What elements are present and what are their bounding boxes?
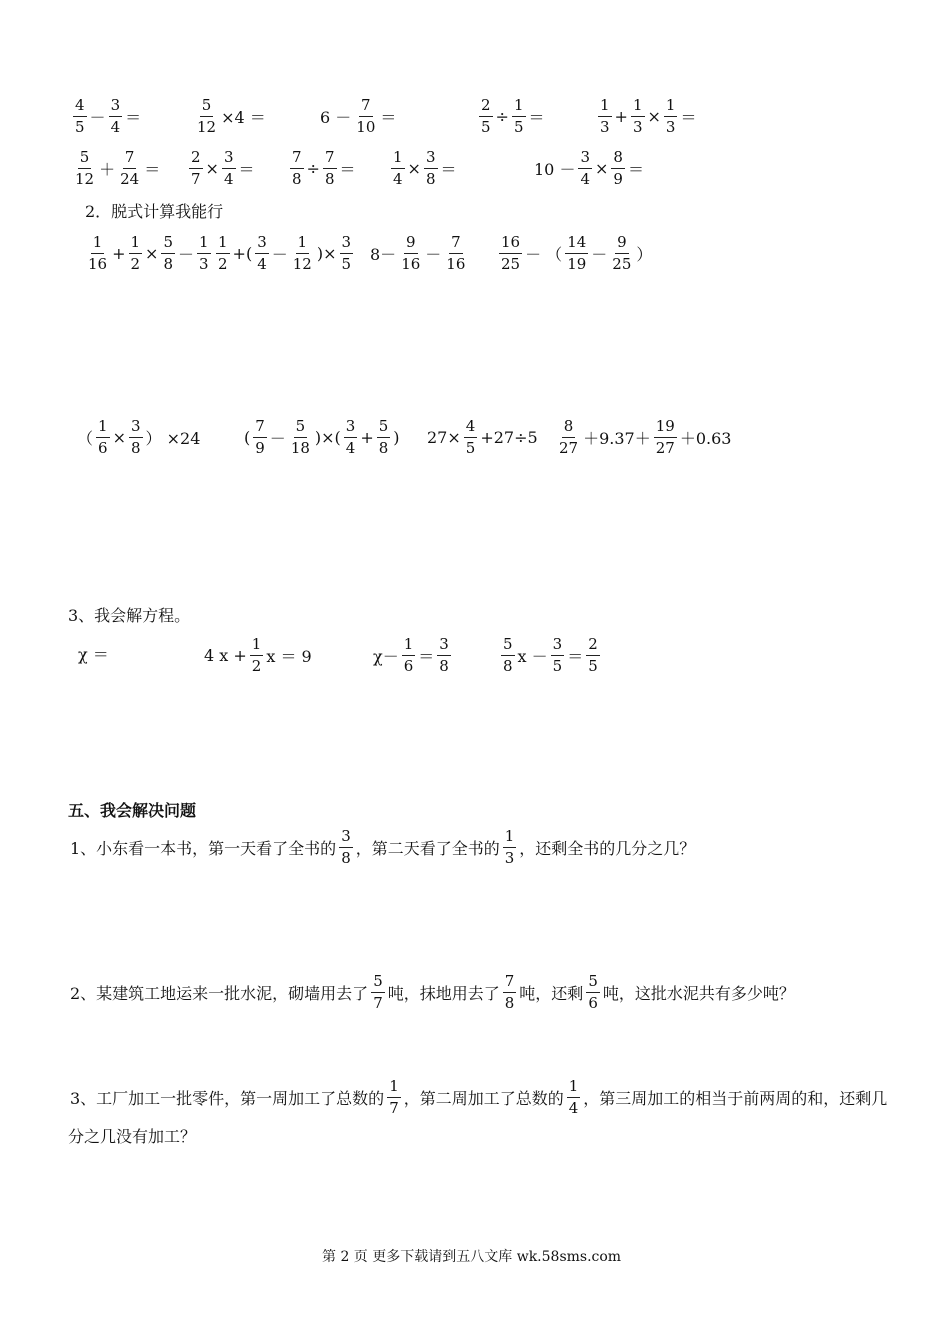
fraction bbox=[377, 419, 391, 456]
fraction bbox=[437, 637, 451, 674]
expr-text: 1、小东看一本书，第一天看了全书的 bbox=[70, 839, 337, 858]
row4-expr-3 bbox=[425, 419, 540, 456]
expr-text: ＝ bbox=[440, 160, 457, 179]
numerator: 7 bbox=[449, 235, 463, 254]
fraction bbox=[598, 98, 612, 135]
denominator: 6 bbox=[98, 439, 108, 457]
expr-text: × bbox=[145, 244, 159, 263]
fraction bbox=[664, 98, 678, 135]
denominator: 12 bbox=[292, 255, 312, 273]
numerator: 3 bbox=[255, 235, 269, 254]
expr-text: x － bbox=[517, 647, 548, 666]
expr-text: ＝ bbox=[125, 108, 142, 127]
denominator: 8 bbox=[439, 657, 449, 675]
fraction bbox=[290, 150, 304, 187]
denominator: 27 bbox=[655, 439, 675, 457]
fraction bbox=[129, 419, 143, 456]
numerator: 3 bbox=[344, 419, 358, 438]
expr-text: 2、某建筑工地运来一批水泥，砌墙用去了 bbox=[70, 984, 369, 1003]
denominator: 9 bbox=[255, 439, 265, 457]
fraction bbox=[654, 419, 677, 456]
denominator: 8 bbox=[163, 255, 173, 273]
expr-text: 8－ bbox=[370, 245, 397, 264]
row4-expr-1 bbox=[75, 419, 202, 456]
expr-text: － bbox=[271, 245, 288, 264]
fraction bbox=[129, 235, 143, 272]
numerator: 1 bbox=[296, 235, 310, 254]
expr-text: 4 x + bbox=[204, 646, 247, 665]
denominator: 3 bbox=[199, 255, 209, 273]
denominator: 12 bbox=[75, 170, 95, 188]
expr-text: × bbox=[407, 159, 421, 178]
denominator: 4 bbox=[345, 439, 356, 457]
expr-text: 吨，抹地用去了 bbox=[387, 984, 500, 1003]
expr-text: +( bbox=[232, 244, 253, 263]
fraction bbox=[551, 637, 565, 674]
expr-text: 吨，还剩 bbox=[519, 984, 584, 1003]
fraction bbox=[503, 974, 517, 1011]
page-footer: 第 2 页 更多下载请到五八文库 wk.58sms.com bbox=[322, 1249, 622, 1265]
numerator: 3 bbox=[551, 637, 565, 656]
expr-text: )×( bbox=[314, 428, 341, 447]
numerator: 1 bbox=[96, 419, 110, 438]
denominator: 5 bbox=[588, 657, 598, 675]
expr-text: 3、工厂加工一批零件，第一周加工了总数的 bbox=[70, 1089, 385, 1108]
fraction bbox=[499, 235, 522, 272]
numerator: 1 bbox=[631, 98, 645, 117]
numerator: 7 bbox=[323, 150, 337, 169]
problem-2 bbox=[68, 974, 797, 1011]
numerator: 4 bbox=[73, 98, 87, 117]
denominator: 8 bbox=[503, 657, 513, 675]
row1-expr-1 bbox=[72, 98, 143, 135]
numerator: 16 bbox=[499, 235, 522, 254]
numerator: 7 bbox=[290, 150, 304, 169]
row4-expr-4 bbox=[556, 419, 733, 456]
expr-text: ） bbox=[636, 245, 653, 264]
expr-text: + bbox=[112, 244, 126, 263]
numerator: 3 bbox=[578, 150, 592, 169]
fraction bbox=[464, 419, 478, 456]
numerator: 2 bbox=[189, 150, 203, 169]
fraction bbox=[586, 637, 600, 674]
denominator: 8 bbox=[504, 994, 515, 1012]
expr-text: + bbox=[360, 428, 374, 447]
denominator: 16 bbox=[446, 255, 466, 273]
numerator: 1 bbox=[402, 637, 416, 656]
fraction bbox=[479, 98, 493, 135]
numerator: 3 bbox=[129, 419, 143, 438]
row5-expr-4 bbox=[500, 637, 601, 674]
denominator: 8 bbox=[292, 170, 302, 188]
numerator: 3 bbox=[437, 637, 451, 656]
expr-text: ＝ bbox=[144, 160, 161, 179]
fraction bbox=[557, 419, 580, 456]
fraction bbox=[354, 98, 377, 135]
numerator: 9 bbox=[404, 235, 418, 254]
numerator: 4 bbox=[464, 419, 478, 438]
expr-text: － bbox=[269, 429, 286, 448]
fraction bbox=[289, 419, 312, 456]
denominator: 8 bbox=[425, 170, 436, 188]
numerator: 8 bbox=[562, 419, 576, 438]
fraction bbox=[197, 235, 211, 272]
denominator: 24 bbox=[120, 170, 140, 188]
fraction bbox=[391, 150, 405, 187]
expr-text: ＝ bbox=[380, 108, 397, 127]
row1-expr-2 bbox=[194, 98, 268, 135]
numerator: 3 bbox=[222, 150, 236, 169]
expr-text: ＝ bbox=[567, 647, 584, 666]
expr-text: χ－ bbox=[373, 647, 399, 666]
expr-text: － bbox=[591, 245, 608, 264]
row1-expr-3 bbox=[318, 98, 398, 135]
row2-expr-2 bbox=[188, 150, 257, 187]
numerator: 3 bbox=[340, 235, 354, 254]
expr-text: +27÷5 bbox=[480, 428, 538, 447]
expr-text: （ bbox=[77, 429, 94, 448]
denominator: 4 bbox=[580, 170, 590, 188]
denominator: 4 bbox=[393, 170, 403, 188]
numerator: 1 bbox=[216, 235, 230, 254]
fraction bbox=[565, 235, 588, 272]
fraction bbox=[578, 150, 592, 187]
expr-text: ÷ bbox=[306, 159, 320, 178]
denominator: 4 bbox=[110, 118, 121, 136]
expr-text: ＝ bbox=[418, 647, 435, 666]
problem-3-line-2: 分之几没有加工？ bbox=[68, 1127, 197, 1146]
numerator: 1 bbox=[387, 1079, 401, 1098]
fraction bbox=[512, 98, 526, 135]
denominator: 2 bbox=[218, 255, 228, 273]
section-2-title: 2．脱式计算我能行 bbox=[85, 202, 224, 221]
row2-expr-3 bbox=[289, 150, 358, 187]
problem-3 bbox=[68, 1079, 889, 1116]
fraction bbox=[387, 1079, 401, 1116]
expr-text: ( bbox=[244, 428, 251, 447]
fraction bbox=[340, 235, 354, 272]
denominator: 7 bbox=[373, 994, 383, 1012]
fraction bbox=[118, 150, 141, 187]
denominator: 4 bbox=[223, 170, 234, 188]
expr-text: + bbox=[614, 107, 628, 126]
numerator: 1 bbox=[250, 637, 264, 656]
numerator: 7 bbox=[253, 419, 267, 438]
row2-expr-1 bbox=[72, 150, 162, 187]
denominator: 8 bbox=[324, 170, 335, 188]
fraction bbox=[424, 150, 438, 187]
denominator: 8 bbox=[378, 439, 389, 457]
numerator: 5 bbox=[377, 419, 391, 438]
fraction bbox=[222, 150, 236, 187]
denominator: 12 bbox=[197, 118, 217, 136]
row1-expr-5 bbox=[597, 98, 698, 135]
numerator: 1 bbox=[664, 98, 678, 117]
fraction bbox=[501, 637, 515, 674]
expr-text: ) bbox=[393, 428, 400, 447]
expr-text: － bbox=[89, 108, 106, 127]
numerator: 5 bbox=[501, 637, 515, 656]
numerator: 19 bbox=[654, 419, 677, 438]
row2-expr-4 bbox=[390, 150, 459, 187]
expr-text: ＝ bbox=[627, 160, 644, 179]
denominator: 19 bbox=[567, 255, 587, 273]
denominator: 3 bbox=[665, 118, 676, 136]
fraction bbox=[189, 150, 203, 187]
expr-text: ＝ bbox=[238, 160, 255, 179]
row3-expr-3 bbox=[368, 235, 468, 272]
denominator: 3 bbox=[504, 849, 515, 867]
denominator: 9 bbox=[613, 170, 623, 188]
fraction bbox=[444, 235, 467, 272]
expr-text: 10 － bbox=[534, 160, 576, 179]
expr-text: ） ×24 bbox=[145, 429, 201, 448]
fraction bbox=[586, 974, 600, 1011]
expr-text: － bbox=[178, 245, 195, 264]
row3-expr-2 bbox=[215, 235, 354, 272]
denominator: 3 bbox=[600, 118, 610, 136]
denominator: 5 bbox=[481, 118, 491, 136]
fraction bbox=[339, 829, 353, 866]
denominator: 18 bbox=[290, 439, 310, 457]
section-5-title: 五、我会解决问题 bbox=[68, 801, 197, 820]
denominator: 7 bbox=[389, 1099, 399, 1117]
fraction bbox=[611, 150, 625, 187]
denominator: 3 bbox=[632, 118, 643, 136]
expr-text: × bbox=[112, 428, 126, 447]
expr-text: ＋ bbox=[99, 160, 116, 179]
row3-expr-1 bbox=[85, 235, 212, 272]
numerator: 14 bbox=[565, 235, 588, 254]
row3-expr-4 bbox=[498, 235, 654, 272]
fraction bbox=[402, 637, 416, 674]
expr-text: ，还剩全书的几分之几？ bbox=[519, 839, 696, 858]
fraction bbox=[216, 235, 230, 272]
numerator: 1 bbox=[129, 235, 143, 254]
numerator: 3 bbox=[109, 98, 123, 117]
denominator: 8 bbox=[130, 439, 141, 457]
denominator: 16 bbox=[401, 255, 421, 273]
fraction bbox=[323, 150, 337, 187]
denominator: 16 bbox=[88, 255, 108, 273]
fraction bbox=[255, 235, 269, 272]
expr-text: － （ bbox=[525, 245, 563, 264]
numerator: 1 bbox=[567, 1079, 581, 1098]
section-3-title: 3、我会解方程。 bbox=[68, 606, 191, 625]
expr-text: )× bbox=[316, 244, 337, 263]
expr-text: 吨，这批水泥共有多少吨？ bbox=[602, 984, 795, 1003]
fraction bbox=[610, 235, 633, 272]
row5-expr-3 bbox=[371, 637, 452, 674]
fraction bbox=[73, 98, 87, 135]
expr-text: x ＝ 9 bbox=[266, 647, 312, 666]
denominator: 25 bbox=[501, 255, 521, 273]
fraction bbox=[86, 235, 109, 272]
denominator: 6 bbox=[403, 657, 414, 675]
expr-text: ÷ bbox=[495, 107, 509, 126]
expr-text: 6 － bbox=[320, 108, 352, 127]
fraction bbox=[503, 829, 517, 866]
row1-expr-4 bbox=[478, 98, 547, 135]
numerator: 5 bbox=[200, 98, 214, 117]
fraction bbox=[567, 1079, 581, 1116]
denominator: 4 bbox=[257, 255, 267, 273]
numerator: 7 bbox=[359, 98, 373, 117]
expr-text: × bbox=[205, 159, 219, 178]
numerator: 1 bbox=[503, 829, 517, 848]
expr-text: － bbox=[425, 245, 442, 264]
expr-text: ，第二周加工了总数的 bbox=[403, 1089, 564, 1108]
expr-text: ＝ bbox=[680, 108, 697, 127]
denominator: 2 bbox=[251, 657, 262, 675]
numerator: 8 bbox=[611, 150, 625, 169]
expr-text: ，第二天看了全书的 bbox=[355, 839, 500, 858]
expr-text: × bbox=[595, 159, 609, 178]
denominator: 2 bbox=[130, 255, 141, 273]
denominator: 10 bbox=[356, 118, 376, 136]
numerator: 1 bbox=[197, 235, 211, 254]
numerator: 3 bbox=[339, 829, 353, 848]
expr-text: ×4 ＝ bbox=[221, 108, 266, 127]
fraction bbox=[371, 974, 385, 1011]
fraction bbox=[195, 98, 218, 135]
denominator: 8 bbox=[341, 849, 351, 867]
expr-text: × bbox=[647, 107, 661, 126]
denominator: 5 bbox=[552, 657, 563, 675]
fraction bbox=[161, 235, 175, 272]
denominator: 5 bbox=[75, 118, 85, 136]
numerator: 5 bbox=[371, 974, 385, 993]
expr-text: ＋9.37＋ bbox=[583, 429, 651, 448]
denominator: 4 bbox=[568, 1099, 579, 1117]
fraction bbox=[109, 98, 123, 135]
numerator: 7 bbox=[123, 150, 137, 169]
denominator: 5 bbox=[465, 439, 476, 457]
expr-text: χ ＝ bbox=[78, 645, 109, 664]
expr-text: ＝ bbox=[528, 108, 545, 127]
numerator: 9 bbox=[615, 235, 629, 254]
denominator: 25 bbox=[612, 255, 632, 273]
fraction bbox=[344, 419, 358, 456]
numerator: 1 bbox=[512, 98, 526, 117]
fraction bbox=[250, 637, 264, 674]
denominator: 6 bbox=[588, 994, 598, 1012]
fraction bbox=[73, 150, 96, 187]
row2-expr-5 bbox=[532, 150, 646, 187]
row5-expr-2 bbox=[202, 637, 314, 674]
numerator: 3 bbox=[424, 150, 438, 169]
row4-expr-2 bbox=[242, 419, 402, 456]
fraction bbox=[253, 419, 267, 456]
denominator: 5 bbox=[341, 255, 352, 273]
fraction bbox=[96, 419, 110, 456]
expr-text: ＝ bbox=[339, 160, 356, 179]
fraction bbox=[631, 98, 645, 135]
fraction bbox=[291, 235, 314, 272]
numerator: 5 bbox=[294, 419, 308, 438]
numerator: 5 bbox=[161, 235, 175, 254]
numerator: 7 bbox=[503, 974, 517, 993]
numerator: 2 bbox=[479, 98, 493, 117]
fraction bbox=[399, 235, 422, 272]
denominator: 27 bbox=[559, 439, 579, 457]
expr-text: 27× bbox=[427, 428, 461, 447]
numerator: 5 bbox=[586, 974, 600, 993]
numerator: 1 bbox=[391, 150, 405, 169]
expr-text: ，第三周加工的相当于前两周的和，还剩几 bbox=[583, 1089, 888, 1108]
denominator: 5 bbox=[513, 118, 524, 136]
row5-expr-1 bbox=[76, 642, 111, 665]
denominator: 7 bbox=[191, 170, 201, 188]
numerator: 1 bbox=[598, 98, 612, 117]
problem-1 bbox=[68, 829, 697, 866]
numerator: 2 bbox=[586, 637, 600, 656]
numerator: 1 bbox=[91, 235, 105, 254]
expr-text: ＋0.63 bbox=[679, 429, 732, 448]
numerator: 5 bbox=[78, 150, 92, 169]
